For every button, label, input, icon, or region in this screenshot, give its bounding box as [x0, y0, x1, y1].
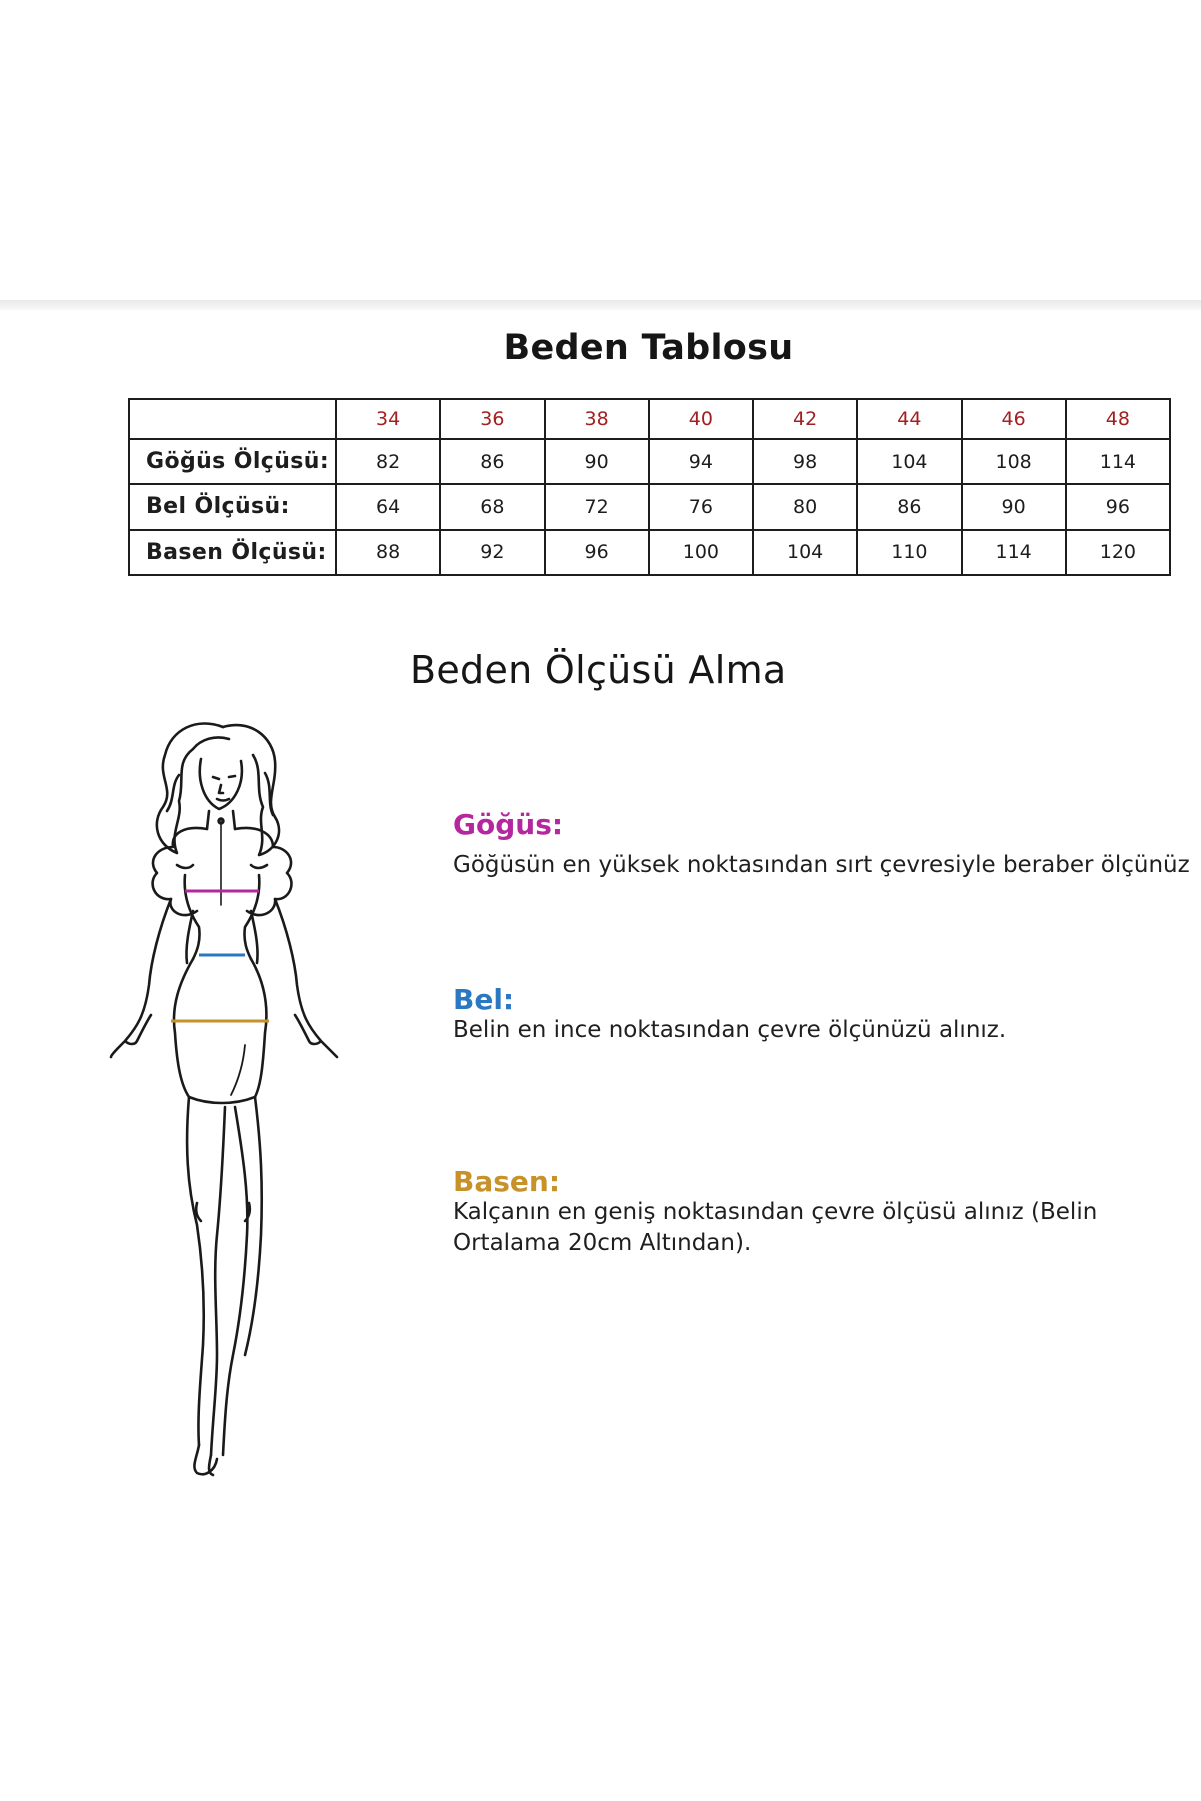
page-title: Beden Tablosu	[503, 328, 794, 368]
row-label: Göğüs Ölçüsü:	[129, 439, 336, 484]
table-cell: 82	[336, 439, 440, 484]
table-cell: 98	[753, 439, 857, 484]
table-cell: 88	[336, 530, 440, 575]
size-header-cell: 48	[1066, 399, 1170, 439]
row-label: Basen Ölçüsü:	[129, 530, 336, 575]
measure-title-bel: Bel:	[453, 983, 515, 1016]
table-cell: 76	[649, 484, 753, 529]
table-cell: 110	[857, 530, 961, 575]
empty-header-cell	[129, 399, 336, 439]
measuring-subtitle: Beden Ölçüsü Alma	[410, 648, 787, 692]
table-row-bel	[129, 484, 1170, 529]
row-label: Bel Ölçüsü:	[129, 484, 336, 529]
measure-title-basen: Basen:	[453, 1165, 561, 1198]
table-cell: 114	[962, 530, 1066, 575]
table-cell: 72	[545, 484, 649, 529]
table-cell: 96	[1066, 484, 1170, 529]
table-row-basen	[129, 530, 1170, 575]
table-cell: 86	[857, 484, 961, 529]
size-header-cell: 44	[857, 399, 961, 439]
table-cell: 100	[649, 530, 753, 575]
size-header-cell: 40	[649, 399, 753, 439]
table-cell: 114	[1066, 439, 1170, 484]
top-blank-area	[0, 0, 1201, 302]
table-cell: 94	[649, 439, 753, 484]
table-cell: 64	[336, 484, 440, 529]
table-cell: 104	[857, 439, 961, 484]
size-header-cell: 38	[545, 399, 649, 439]
table-cell: 86	[440, 439, 544, 484]
measure-text-basen: Kalçanın en geniş noktasından çevre ölçüsü alınız (Belin Ortalama 20cm Altından).	[453, 1199, 1098, 1256]
size-header-cell: 34	[336, 399, 440, 439]
table-row-gogus	[129, 439, 1170, 484]
table-cell: 104	[753, 530, 857, 575]
table-cell: 90	[962, 484, 1066, 529]
table-cell: 90	[545, 439, 649, 484]
table-cell: 96	[545, 530, 649, 575]
table-cell: 80	[753, 484, 857, 529]
table-cell: 120	[1066, 530, 1170, 575]
table-cell: 108	[962, 439, 1066, 484]
size-table	[128, 398, 1171, 576]
measure-text-gogus: Göğüsün en yüksek noktasından sırt çevresiyle beraber ölçünüz	[453, 852, 1190, 878]
size-header-cell: 42	[753, 399, 857, 439]
table-cell: 92	[440, 530, 544, 575]
size-header-row	[129, 399, 1170, 439]
size-header-cell: 36	[440, 399, 544, 439]
measure-title-gogus: Göğüs:	[453, 808, 564, 841]
size-header-cell: 46	[962, 399, 1066, 439]
measure-text-bel: Belin en ince noktasından çevre ölçünüzü alınız.	[453, 1017, 1007, 1043]
table-cell: 68	[440, 484, 544, 529]
woman-figure-illustration	[105, 715, 380, 1485]
